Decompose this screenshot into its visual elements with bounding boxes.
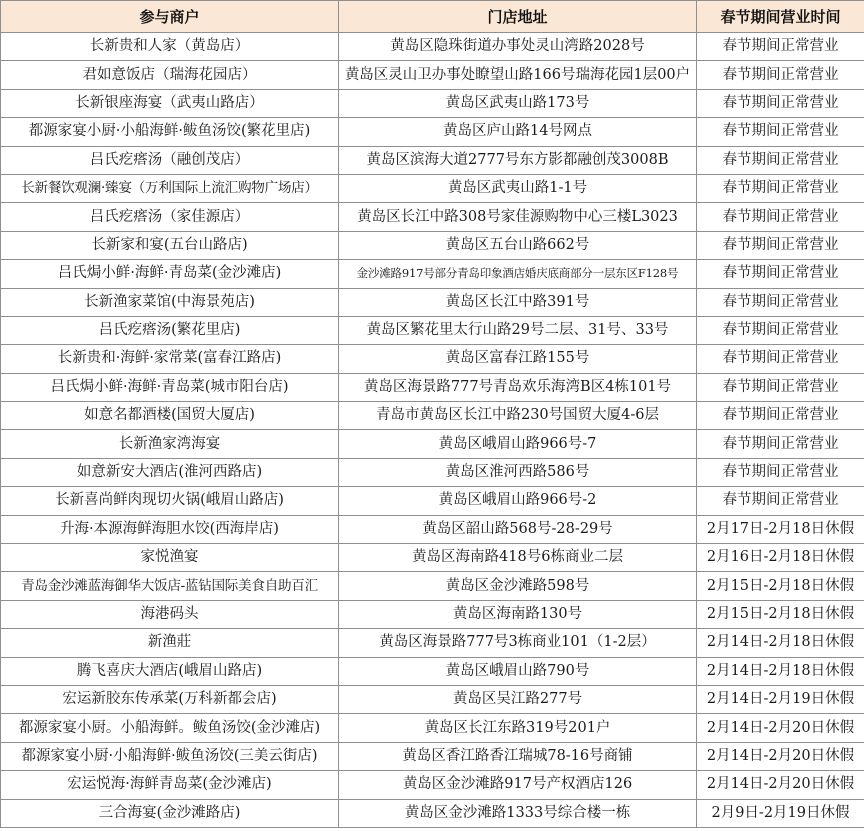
cell-merchant: 长新渔家湾海宴 [1, 430, 339, 458]
cell-merchant: 如意名都酒楼(国贸大厦店) [1, 402, 339, 430]
cell-address: 青岛市黄岛区长江中路230号国贸大厦4-6层 [339, 402, 697, 430]
cell-merchant: 长新贵和·海鲜·家常菜(富春江路店) [1, 345, 339, 373]
cell-merchant: 长新家和宴(五台山路店) [1, 231, 339, 259]
header-address: 门店地址 [339, 1, 697, 33]
cell-hours: 春节期间正常营业 [697, 316, 864, 344]
cell-address: 黄岛区繁花里太行山路29号二层、31号、33号 [339, 316, 697, 344]
cell-merchant: 吕氏疙瘩汤（家佳源店） [1, 203, 339, 231]
table-header-row [1, 1, 864, 33]
table-row [1, 458, 864, 486]
table-row [1, 373, 864, 401]
cell-hours: 2月14日-2月20日休假 [697, 771, 864, 799]
table-row [1, 430, 864, 458]
header-hours: 春节期间营业时间 [697, 1, 864, 33]
cell-address: 黄岛区海景路777号3栋商业101（1-2层） [339, 629, 697, 657]
cell-address: 黄岛区峨眉山路966号-7 [339, 430, 697, 458]
cell-hours: 春节期间正常营业 [697, 33, 864, 61]
table-row [1, 61, 864, 89]
cell-hours: 2月14日-2月19日休假 [697, 685, 864, 713]
table-row [1, 89, 864, 117]
cell-merchant: 都源家宴小厨。小船海鲜。鲅鱼汤饺(金沙滩店) [1, 714, 339, 742]
cell-hours: 2月15日-2月18日休假 [697, 572, 864, 600]
table-row [1, 572, 864, 600]
cell-address: 黄岛区海南路130号 [339, 600, 697, 628]
cell-merchant: 三合海宴(金沙滩路店) [1, 799, 339, 827]
table-row [1, 771, 864, 799]
cell-hours: 2月17日-2月18日休假 [697, 515, 864, 543]
cell-hours: 春节期间正常营业 [697, 174, 864, 202]
cell-address: 黄岛区金沙滩路598号 [339, 572, 697, 600]
table-row [1, 231, 864, 259]
cell-merchant: 家悦渔宴 [1, 544, 339, 572]
cell-hours: 春节期间正常营业 [697, 231, 864, 259]
cell-address: 黄岛区韶山路568号-28-29号 [339, 515, 697, 543]
cell-address: 黄岛区武夷山路1-1号 [339, 174, 697, 202]
cell-address: 金沙滩路917号部分青岛印象酒店婚庆底商部分一层东区F128号 [339, 260, 697, 288]
cell-merchant: 宏运悦海·海鲜青岛菜(金沙滩店) [1, 771, 339, 799]
table-body [1, 33, 864, 828]
cell-merchant: 吕氏疙瘩汤（融创茂店） [1, 146, 339, 174]
table-row [1, 118, 864, 146]
cell-address: 黄岛区隐珠街道办事处灵山湾路2028号 [339, 33, 697, 61]
cell-hours: 2月14日-2月18日休假 [697, 629, 864, 657]
table-row [1, 799, 864, 827]
cell-address: 黄岛区五台山路662号 [339, 231, 697, 259]
cell-hours: 2月14日-2月20日休假 [697, 742, 864, 770]
cell-merchant: 都源家宴小厨·小船海鲜·鲅鱼汤饺(三美云街店) [1, 742, 339, 770]
cell-address: 黄岛区金沙滩路917号产权酒店126 [339, 771, 697, 799]
cell-merchant: 腾飞喜庆大酒店(峨眉山路店) [1, 657, 339, 685]
cell-merchant: 长新贵和人家（黄岛店） [1, 33, 339, 61]
cell-merchant: 海港码头 [1, 600, 339, 628]
cell-merchant: 长新餐饮观澜·臻宴（万利国际上流汇购物广场店） [1, 174, 339, 202]
cell-merchant: 升海·本源海鲜海胆水饺(西海岸店) [1, 515, 339, 543]
cell-address: 黄岛区金沙滩路1333号综合楼一栋 [339, 799, 697, 827]
cell-address: 黄岛区灵山卫办事处瞭望山路166号瑞海花园1层00户 [339, 61, 697, 89]
table-row [1, 657, 864, 685]
cell-hours: 春节期间正常营业 [697, 146, 864, 174]
table-row [1, 629, 864, 657]
table-row [1, 288, 864, 316]
table-row [1, 742, 864, 770]
cell-hours: 2月15日-2月18日休假 [697, 600, 864, 628]
cell-hours: 2月16日-2月18日休假 [697, 544, 864, 572]
table-row [1, 600, 864, 628]
cell-merchant: 如意新安大酒店(淮河西路店) [1, 458, 339, 486]
table-row [1, 487, 864, 515]
table-row [1, 515, 864, 543]
cell-hours: 春节期间正常营业 [697, 487, 864, 515]
cell-hours: 春节期间正常营业 [697, 430, 864, 458]
table-row [1, 203, 864, 231]
table-row [1, 685, 864, 713]
table-row [1, 33, 864, 61]
cell-address: 黄岛区海南路418号6栋商业二层 [339, 544, 697, 572]
cell-address: 黄岛区庐山路14号网点 [339, 118, 697, 146]
cell-hours: 春节期间正常营业 [697, 118, 864, 146]
cell-merchant: 君如意饭店（瑞海花园店） [1, 61, 339, 89]
cell-hours: 春节期间正常营业 [697, 260, 864, 288]
cell-merchant: 宏运新胶东传承菜(万科新都会店) [1, 685, 339, 713]
cell-merchant: 吕氏焗小鲜·海鲜·青岛菜(金沙滩店) [1, 260, 339, 288]
cell-address: 黄岛区香江路香江瑞城78-16号商铺 [339, 742, 697, 770]
cell-merchant: 长新渔家菜馆(中海景苑店) [1, 288, 339, 316]
cell-hours: 春节期间正常营业 [697, 458, 864, 486]
cell-merchant: 新渔莊 [1, 629, 339, 657]
table-row [1, 260, 864, 288]
cell-hours: 春节期间正常营业 [697, 89, 864, 117]
cell-merchant: 长新喜尚鲜肉现切火锅(峨眉山路店) [1, 487, 339, 515]
cell-hours: 2月14日-2月18日休假 [697, 657, 864, 685]
cell-hours: 春节期间正常营业 [697, 203, 864, 231]
table-row [1, 316, 864, 344]
header-merchant: 参与商户 [1, 1, 339, 33]
table-row [1, 146, 864, 174]
cell-merchant: 都源家宴小厨·小船海鲜·鲅鱼汤饺(繁花里店) [1, 118, 339, 146]
table-row [1, 544, 864, 572]
table-row [1, 714, 864, 742]
cell-address: 黄岛区长江中路391号 [339, 288, 697, 316]
cell-merchant: 吕氏疙瘩汤(繁花里店) [1, 316, 339, 344]
cell-address: 黄岛区吴江路277号 [339, 685, 697, 713]
cell-address: 黄岛区淮河西路586号 [339, 458, 697, 486]
cell-address: 黄岛区峨眉山路966号-2 [339, 487, 697, 515]
cell-address: 黄岛区峨眉山路790号 [339, 657, 697, 685]
cell-address: 黄岛区长江中路308号家佳源购物中心三楼L3023 [339, 203, 697, 231]
cell-hours: 2月9日-2月19日休假 [697, 799, 864, 827]
cell-hours: 春节期间正常营业 [697, 345, 864, 373]
cell-hours: 春节期间正常营业 [697, 288, 864, 316]
cell-address: 黄岛区海景路777号青岛欢乐海湾B区4栋101号 [339, 373, 697, 401]
cell-merchant: 长新银座海宴（武夷山路店） [1, 89, 339, 117]
cell-hours: 春节期间正常营业 [697, 402, 864, 430]
cell-merchant: 青岛金沙滩蓝海御华大饭店-蓝钻国际美食自助百汇 [1, 572, 339, 600]
cell-address: 黄岛区武夷山路173号 [339, 89, 697, 117]
cell-address: 黄岛区滨海大道2777号东方影都融创茂3008B [339, 146, 697, 174]
cell-merchant: 吕氏焗小鲜·海鲜·青岛菜(城市阳台店) [1, 373, 339, 401]
cell-hours: 春节期间正常营业 [697, 373, 864, 401]
cell-address: 黄岛区长江东路319号201户 [339, 714, 697, 742]
cell-address: 黄岛区富春江路155号 [339, 345, 697, 373]
cell-hours: 2月14日-2月20日休假 [697, 714, 864, 742]
cell-hours: 春节期间正常营业 [697, 61, 864, 89]
table-row [1, 345, 864, 373]
table-row [1, 402, 864, 430]
table-row [1, 174, 864, 202]
